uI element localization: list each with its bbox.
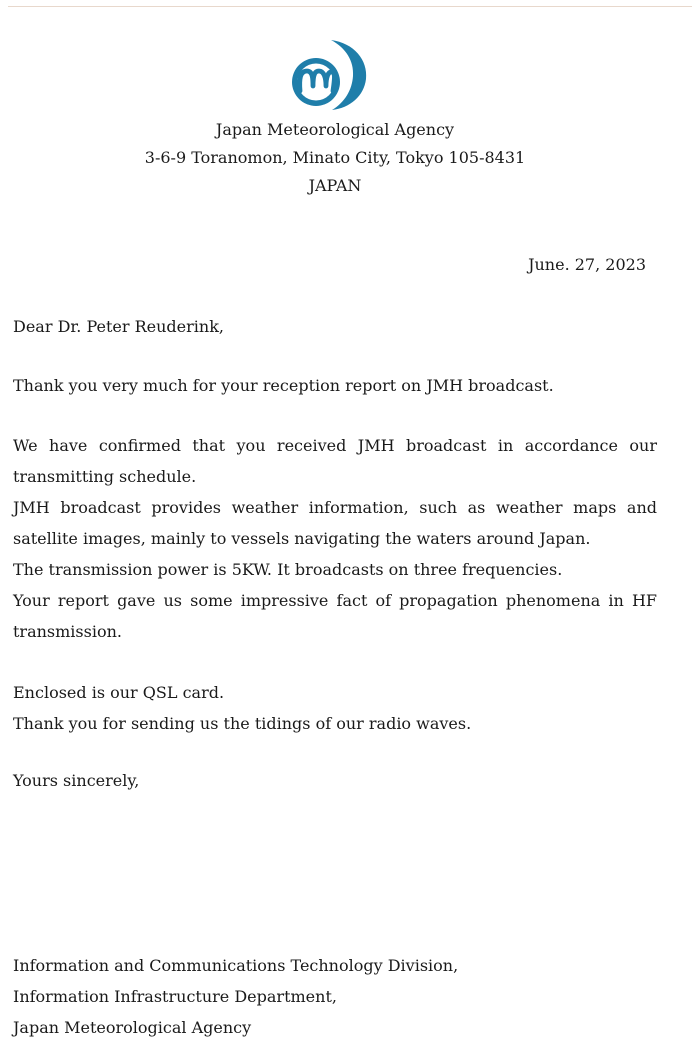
signature-agency: Japan Meteorological Agency xyxy=(13,1018,252,1037)
paragraph-line: The transmission power is 5KW. It broadcasts on three frequencies. xyxy=(13,560,563,579)
jma-logo-icon xyxy=(286,36,370,114)
letter-sign-off: Yours sincerely, xyxy=(13,771,140,790)
paragraph-line: We have confirmed that you received JMH broadcast in accordance our transmitting schedule. xyxy=(13,436,657,486)
signature-division: Information and Communications Technology Division, xyxy=(13,956,459,975)
letterhead-agency-name: Japan Meteorological Agency xyxy=(215,120,455,139)
closing-line: Thank you for sending us the tidings of our radio waves. xyxy=(13,714,472,733)
letter-main-paragraph xyxy=(13,430,657,647)
closing-line: Enclosed is our QSL card. xyxy=(13,683,225,702)
paragraph-line: JMH broadcast provides weather information, such as weather maps and satellite images, mainly to vessels navigating the waters around Japan. xyxy=(13,498,657,548)
paragraph-line: Your report gave us some impressive fact of propagation phenomena in HF transmission. xyxy=(13,591,657,641)
signature-block xyxy=(13,950,458,1043)
letter-thanks: Thank you very much for your reception report on JMH broadcast. xyxy=(13,376,554,395)
signature-department: Information Infrastructure Department, xyxy=(13,987,337,1006)
letter-greeting: Dear Dr. Peter Reuderink, xyxy=(13,317,224,336)
letterhead-address: 3-6-9 Toranomon, Minato City, Tokyo 105-8431 xyxy=(144,148,526,167)
letterhead-country: JAPAN xyxy=(308,176,362,195)
letter-date: June. 27, 2023 xyxy=(528,255,646,274)
letter-closing-paragraph xyxy=(13,677,657,739)
page-top-border xyxy=(8,6,692,7)
